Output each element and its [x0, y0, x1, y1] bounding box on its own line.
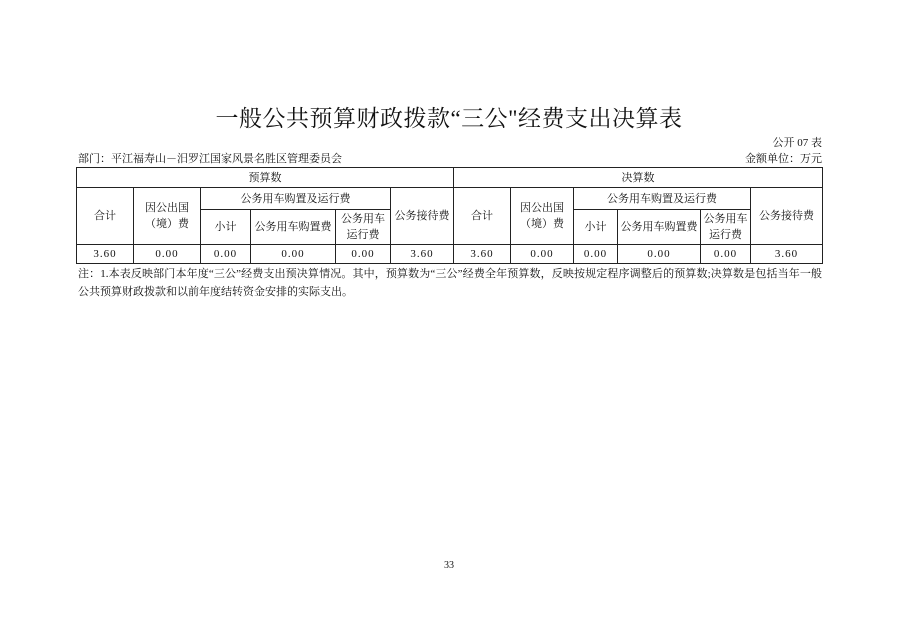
table-note: 注：1.本表反映部门本年度“三公”经费支出预决算情况。其中，预算数为“三公”经费全年预算数，反映按规定程序调整后的预算数;决算数是包括当年一般公共预算财政拨款和以前年度结转资金安排的实际支出。: [78, 268, 822, 298]
budget-total-value: 3.60: [77, 245, 134, 264]
final-total-value: 3.60: [454, 245, 511, 264]
budget-purchase-header: 公务用车购置费: [251, 210, 336, 245]
budget-purchase-value: 0.00: [251, 245, 336, 264]
table-row: [77, 245, 823, 264]
budget-reception-value: 3.60: [391, 245, 454, 264]
final-subtotal-header: 小计: [574, 210, 618, 245]
final-purchase-header: 公务用车购置费: [618, 210, 701, 245]
page-number: 33: [444, 560, 454, 571]
budget-overseas-header: [134, 188, 201, 245]
final-operation-value: 0.00: [701, 245, 751, 264]
budget-group-header: 预算数: [77, 168, 454, 188]
expenditure-table: [76, 167, 823, 264]
budget-reception-header: 公务接待费: [391, 188, 454, 245]
page-title: 一般公共预算财政拨款“三公"经费支出决算表: [215, 106, 683, 131]
budget-total-header: 合计: [77, 188, 134, 245]
budget-overseas-label: 因公出国（境）费: [145, 202, 189, 230]
final-operation-header: 公务用车运行费: [701, 210, 751, 245]
final-overseas-header: [511, 188, 574, 245]
amount-unit-label: 金额单位：万元: [745, 153, 822, 165]
budget-operation-value: 0.00: [336, 245, 391, 264]
budget-vehicle-header: 公务用车购置及运行费: [201, 188, 391, 210]
budget-operation-header: 公务用车运行费: [336, 210, 391, 245]
final-overseas-label: 因公出国（境）费: [520, 202, 565, 230]
budget-subtotal-value: 0.00: [201, 245, 251, 264]
final-reception-header: 公务接待费: [751, 188, 823, 245]
final-reception-value: 3.60: [751, 245, 823, 264]
department-label: 部门：平江福寿山－汨罗江国家风景名胜区管理委员会: [78, 153, 342, 165]
final-subtotal-value: 0.00: [574, 245, 618, 264]
final-total-header: 合计: [454, 188, 511, 245]
final-overseas-value: 0.00: [511, 245, 574, 264]
budget-subtotal-header: 小计: [201, 210, 251, 245]
form-number: 公开 07 表: [772, 137, 822, 149]
final-purchase-value: 0.00: [618, 245, 701, 264]
final-group-header: 决算数: [454, 168, 823, 188]
budget-overseas-value: 0.00: [134, 245, 201, 264]
final-vehicle-header: 公务用车购置及运行费: [574, 188, 751, 210]
